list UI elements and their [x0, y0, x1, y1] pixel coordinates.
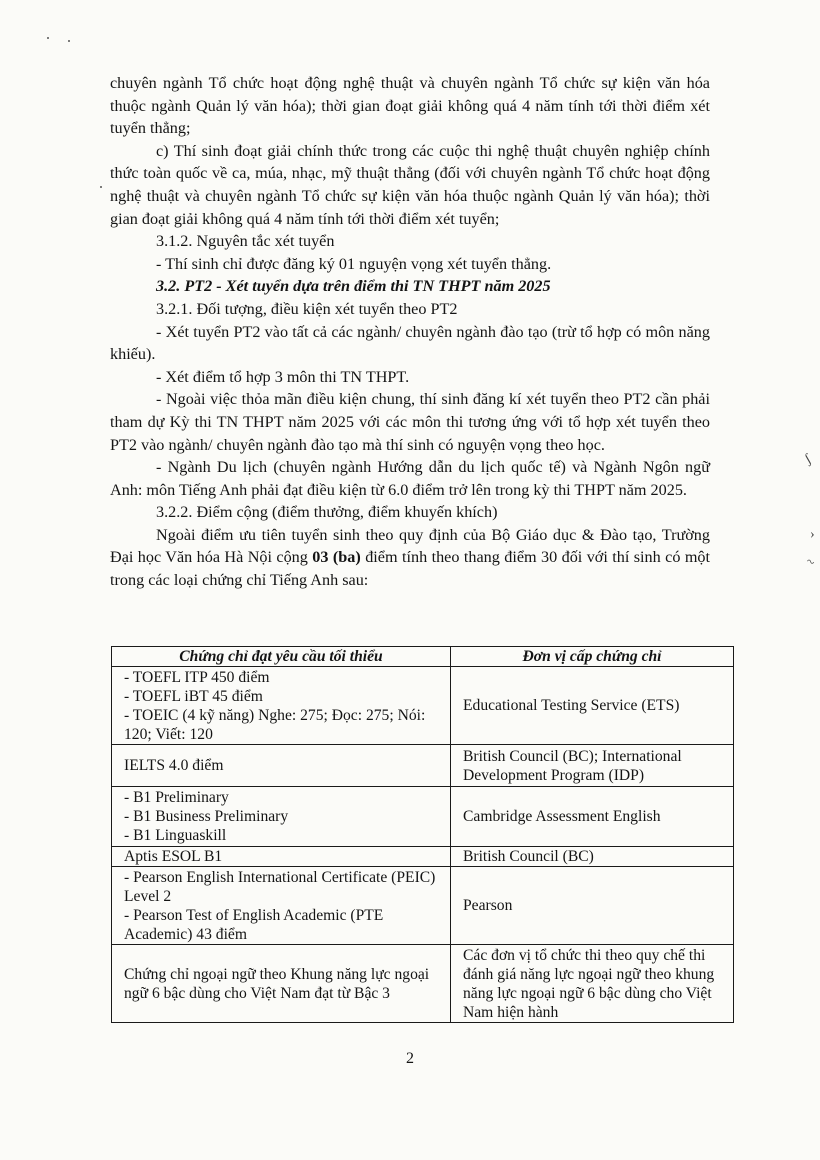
section-heading: 3.1.2. Nguyên tắc xét tuyển [156, 232, 335, 251]
paragraph: - Ngoài việc thỏa mãn điều kiện chung, thí sinh đăng kí xét tuyển theo PT2 cần phải tham dự Kỳ thi TN THPT năm 2025 với các môn thi tương ứng với tổ hợp xét tuyển theo PT2 vào ngành/ chuyên ngành đào tạo mà thí sinh có nguyện vọng theo học. [110, 390, 710, 454]
column-header: Đơn vị cấp chứng chỉ [451, 647, 734, 667]
scan-mark: ~ [803, 554, 818, 571]
cert-line: IELTS 4.0 điểm [124, 757, 224, 774]
body-text [110, 72, 710, 592]
section-heading: 3.2.1. Đối tượng, điều kiện xét tuyển theo PT2 [156, 299, 458, 318]
cert-line: Chứng chỉ ngoại ngữ theo Khung năng lực ngoại ngữ 6 bậc dùng cho Việt Nam đạt từ Bậc 3 [124, 965, 430, 1002]
paragraph: - Xét điểm tổ hợp 3 môn thi TN THPT. [156, 367, 410, 386]
section-heading: 3.2.2. Điểm cộng (điểm thưởng, điểm khuyến khích) [156, 503, 498, 522]
cert-line: - TOEFL iBT 45 điểm [124, 687, 263, 705]
table-header-row [112, 647, 734, 667]
cert-line: - Pearson Test of English Academic (PTE Academic) 43 điểm [124, 906, 384, 943]
section-heading: 3.2. PT2 - Xét tuyển dựa trên điểm thi TN THPT năm 2025 [156, 277, 551, 296]
cert-cell [112, 667, 451, 745]
certificate-table [111, 646, 734, 1023]
cert-cell [112, 867, 451, 945]
column-header: Chứng chỉ đạt yêu cầu tối thiểu [112, 647, 451, 667]
table-row [112, 667, 734, 745]
cert-line: - B1 Linguaskill [124, 827, 227, 844]
scan-speck [47, 37, 49, 39]
cert-line: Aptis ESOL B1 [124, 848, 223, 865]
paragraph: c) Thí sinh đoạt giải chính thức trong các cuộc thi nghệ thuật chuyên nghiệp chính thức toàn quốc về ca, múa, nhạc, mỹ thuật thẳng (đối với chuyên ngành Tổ chức hoạt động nghệ thuật và chuyên ngành Tổ chức sự kiện văn hóa thuộc ngành Quản lý văn hóa); thời gian đoạt giải không quá 4 năm tính tới thời điểm xét tuyển; [110, 141, 710, 228]
issuer-cell: British Council (BC); International Development Program (IDP) [451, 745, 734, 787]
scan-mark: › [810, 527, 815, 542]
paragraph-text: Ngoài điểm ưu tiên tuyển sinh theo quy định của Bộ Giáo dục & Đào tạo, Trường Đại học Văn hóa Hà Nội cộng [110, 525, 710, 567]
paragraph: - Ngành Du lịch (chuyên ngành Hướng dẫn du lịch quốc tế) và Ngành Ngôn ngữ Anh: môn Tiếng Anh phải đạt điều kiện từ 6.0 điểm trở lên trong kỳ thi THPT năm 2025. [110, 458, 710, 499]
issuer-cell: Các đơn vị tổ chức thi theo quy chế thi đánh giá năng lực ngoại ngữ theo khung năng lực ngoại ngữ 6 bậc dùng cho Việt Nam hiện hành [451, 945, 734, 1023]
table-row [112, 945, 734, 1023]
issuer-cell: Pearson [451, 867, 734, 945]
paragraph-text: điểm tính theo thang điểm 30 đối với thí sinh có một trong các loại chứng chỉ Tiếng Anh sau: [110, 548, 711, 590]
paragraph: chuyên ngành Tổ chức hoạt động nghệ thuật và chuyên ngành Tổ chức sự kiện văn hóa thuộc ngành Quản lý văn hóa); thời gian đoạt giải không quá 4 năm tính tới thời điểm xét tuyển thẳng; [110, 74, 710, 138]
cert-line: - B1 Business Preliminary [124, 808, 289, 825]
cert-cell [112, 847, 451, 867]
issuer-cell: Educational Testing Service (ETS) [451, 667, 734, 745]
paragraph: - Xét tuyển PT2 vào tất cả các ngành/ chuyên ngành đào tạo (trừ tổ hợp có môn năng khiếu). [110, 322, 710, 364]
table-row [112, 847, 734, 867]
issuer-cell: Cambridge Assessment English [451, 787, 734, 847]
cert-cell [112, 787, 451, 847]
table-row [112, 867, 734, 945]
scan-speck [68, 40, 70, 42]
cert-line: - B1 Preliminary [124, 789, 229, 806]
cert-line: - TOEFL ITP 450 điểm [124, 668, 270, 686]
cert-cell [112, 945, 451, 1023]
cert-cell [112, 745, 451, 787]
scan-mark: ʃ [802, 451, 814, 468]
scan-speck [100, 186, 102, 188]
bonus-points: 03 (ba) [312, 548, 361, 567]
paragraph: - Thí sinh chỉ được đăng ký 01 nguyện vọng xét tuyển thẳng. [156, 254, 552, 273]
paragraph [110, 524, 710, 592]
cert-line: - Pearson English International Certificate (PEIC) Level 2 [124, 868, 436, 905]
issuer-cell: British Council (BC) [451, 847, 734, 867]
cert-line: - TOEIC (4 kỹ năng) Nghe: 275; Đọc: 275; Nói: 120; Viết: 120 [124, 706, 426, 743]
page-number: 2 [406, 1050, 414, 1067]
table-row [112, 745, 734, 787]
table-row [112, 787, 734, 847]
